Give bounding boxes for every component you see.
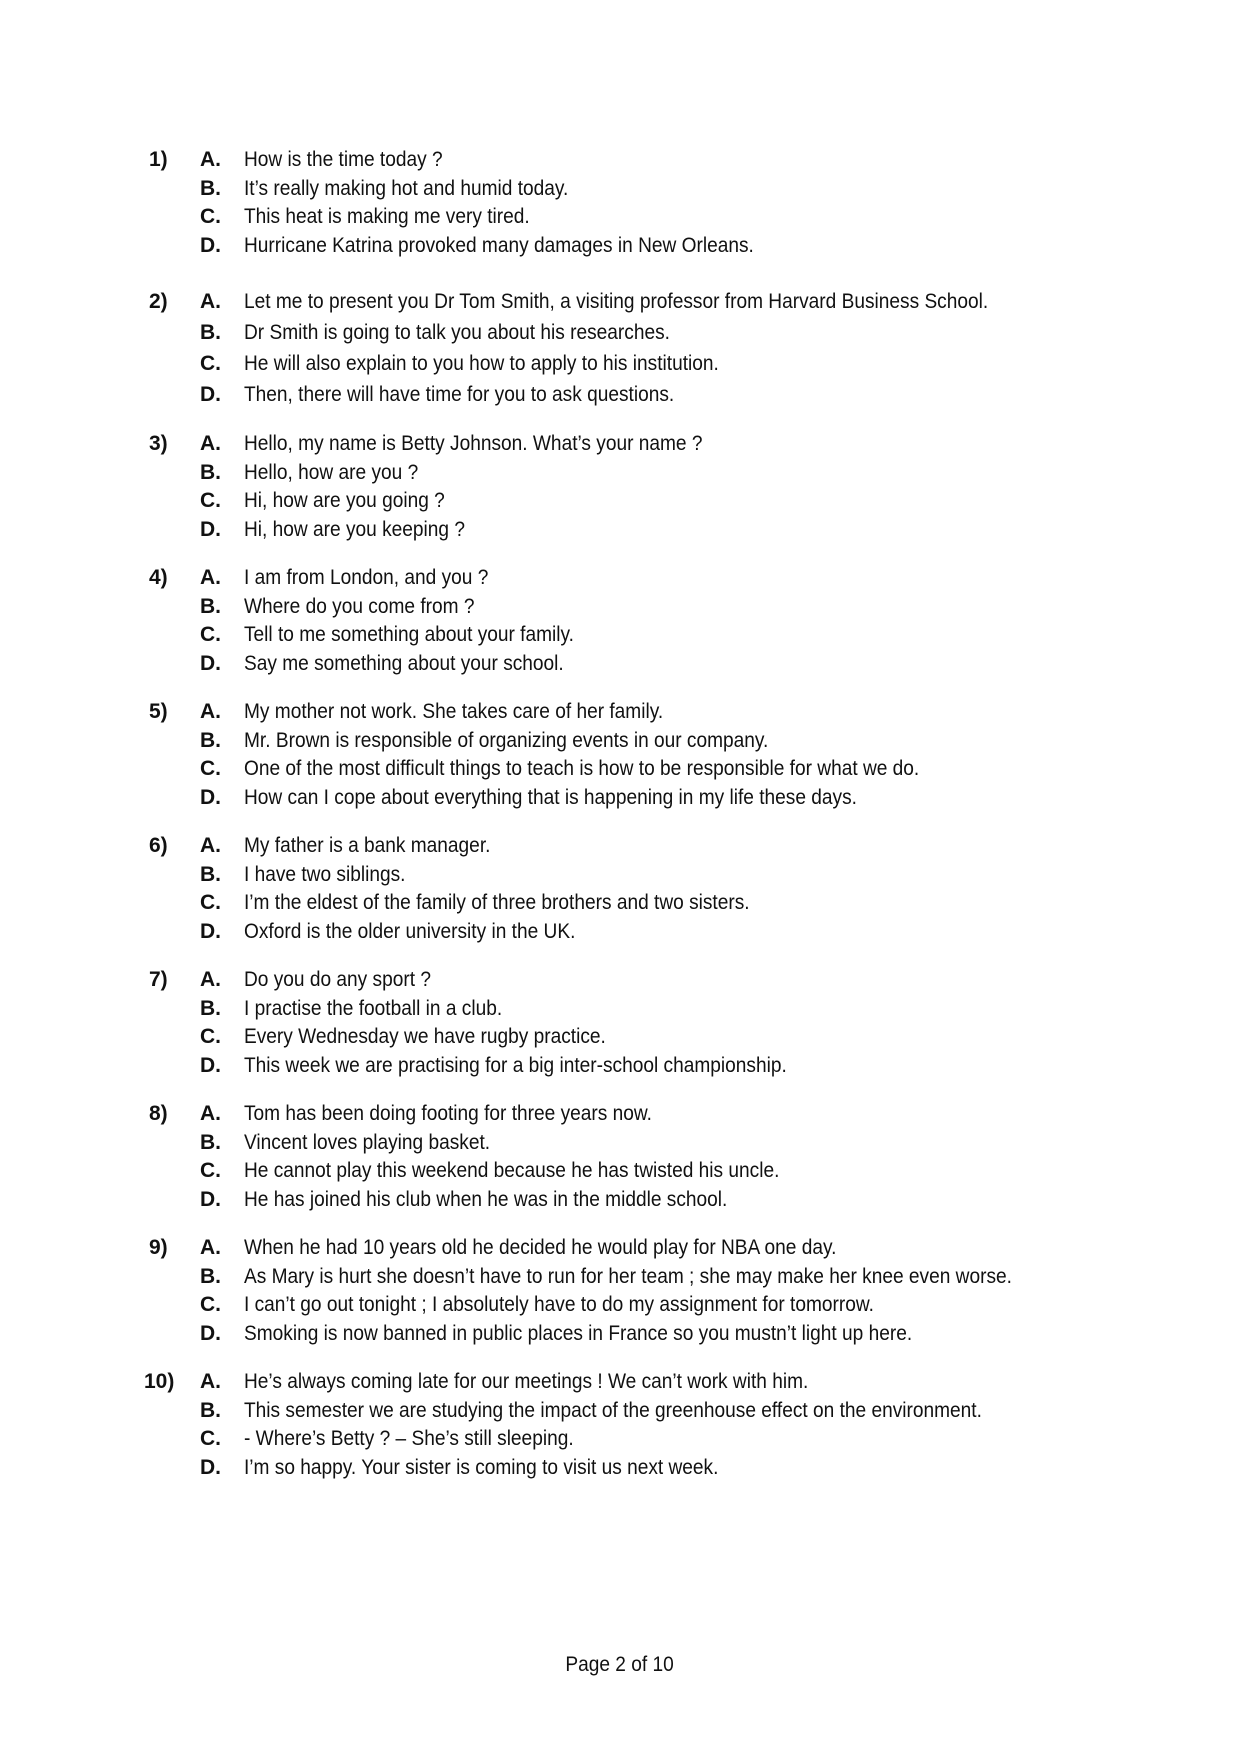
question-number: 5) [149, 700, 168, 723]
option-text: Do you do any sport ? [244, 968, 431, 991]
page-footer [0, 1653, 1240, 1677]
option-letter: A. [200, 566, 221, 589]
option-letter: D. [200, 233, 221, 257]
option-text: One of the most difficult things to teach is how to be responsible for what we do. [244, 757, 920, 780]
option-text: Say me something about your school. [244, 651, 564, 675]
question-number: 4) [149, 566, 168, 589]
option-text: Hurricane Katrina provoked many damages in New Orleans. [244, 233, 754, 257]
question-number: 2) [149, 290, 168, 313]
option-text: Smoking is now banned in public places in France so you mustn’t light up here. [244, 1321, 913, 1345]
option-letter: A. [200, 1236, 221, 1259]
option-text: I can’t go out tonight ; I absolutely have to do my assignment for tomorrow. [244, 1293, 874, 1316]
option-text: I’m the eldest of the family of three brothers and two sisters. [244, 891, 750, 914]
option-letter: B. [200, 460, 221, 484]
option-text: This heat is making me very tired. [244, 205, 530, 228]
question-number: 3) [149, 432, 168, 455]
option-letter: D. [200, 383, 221, 406]
option-letter: C. [200, 1293, 221, 1316]
option-text: Oxford is the older university in the UK. [244, 919, 576, 943]
option-text: I’m so happy. Your sister is coming to visit us next week. [244, 1455, 719, 1479]
page-number: Page 2 of 10 [565, 1653, 675, 1676]
question-number: 6) [149, 834, 168, 857]
option-letter: C. [200, 1025, 221, 1048]
option-text: How can I cope about everything that is happening in my life these days. [244, 785, 857, 809]
option-letter: D. [200, 1053, 221, 1077]
option-text: He will also explain to you how to apply to his institution. [244, 352, 719, 375]
option-text: It’s really making hot and humid today. [244, 176, 569, 200]
option-letter: D. [200, 785, 221, 809]
option-letter: A. [200, 1102, 221, 1125]
option-text: This semester we are studying the impact of the greenhouse effect on the environment. [244, 1398, 982, 1422]
option-letter: D. [200, 1455, 221, 1479]
option-letter: A. [200, 700, 221, 723]
option-letter: C. [200, 757, 221, 780]
option-letter: B. [200, 1264, 221, 1288]
option-text: Every Wednesday we have rugby practice. [244, 1025, 606, 1048]
option-letter: C. [200, 1159, 221, 1182]
option-letter: A. [200, 290, 221, 313]
question-number: 1) [149, 148, 168, 171]
option-text: Dr Smith is going to talk you about his researches. [244, 321, 670, 344]
option-text: Hi, how are you going ? [244, 489, 445, 512]
option-letter: D. [200, 517, 221, 541]
option-letter: B. [200, 728, 221, 752]
option-text: He has joined his club when he was in the middle school. [244, 1187, 728, 1211]
option-letter: C. [200, 1427, 221, 1450]
question-number: 10) [144, 1370, 175, 1393]
option-letter: A. [200, 834, 221, 857]
option-text: Tom has been doing footing for three years now. [244, 1102, 652, 1125]
option-letter: D. [200, 919, 221, 943]
question-number: 9) [149, 1236, 168, 1259]
option-text: Then, there will have time for you to ask questions. [244, 383, 675, 406]
option-text: This week we are practising for a big inter-school championship. [244, 1053, 787, 1077]
option-letter: C. [200, 489, 221, 512]
option-letter: B. [200, 176, 221, 200]
option-text: How is the time today ? [244, 148, 443, 171]
option-text: As Mary is hurt she doesn’t have to run for her team ; she may make her knee even worse. [244, 1264, 1012, 1288]
option-text: He cannot play this weekend because he has twisted his uncle. [244, 1159, 780, 1182]
option-text: Where do you come from ? [244, 594, 475, 618]
option-letter: A. [200, 968, 221, 991]
option-letter: B. [200, 1130, 221, 1154]
option-letter: A. [200, 148, 221, 171]
option-text: I practise the football in a club. [244, 996, 503, 1020]
option-text: I am from London, and you ? [244, 566, 489, 589]
option-letter: B. [200, 1398, 221, 1422]
option-text: Hi, how are you keeping ? [244, 517, 465, 541]
option-letter: C. [200, 623, 221, 646]
option-text: Hello, my name is Betty Johnson. What’s your name ? [244, 432, 703, 455]
option-text: He’s always coming late for our meetings ! We can’t work with him. [244, 1370, 809, 1393]
option-letter: B. [200, 594, 221, 618]
option-letter: B. [200, 862, 221, 886]
option-letter: C. [200, 205, 221, 228]
option-letter: B. [200, 321, 221, 344]
option-text: - Where’s Betty ? – She’s still sleeping. [244, 1427, 574, 1450]
option-text: Vincent loves playing basket. [244, 1130, 491, 1154]
option-letter: A. [200, 1370, 221, 1393]
option-text: I have two siblings. [244, 862, 406, 886]
option-text: My mother not work. She takes care of her family. [244, 700, 664, 723]
option-letter: C. [200, 352, 221, 375]
option-text: Mr. Brown is responsible of organizing events in our company. [244, 728, 769, 752]
option-text: Let me to present you Dr Tom Smith, a visiting professor from Harvard Business School. [244, 290, 989, 313]
option-letter: C. [200, 891, 221, 914]
option-letter: D. [200, 651, 221, 675]
option-text: Tell to me something about your family. [244, 623, 574, 646]
option-letter: B. [200, 996, 221, 1020]
option-text: When he had 10 years old he decided he would play for NBA one day. [244, 1236, 837, 1259]
option-letter: D. [200, 1187, 221, 1211]
option-letter: A. [200, 432, 221, 455]
question-number: 7) [149, 968, 168, 991]
option-letter: D. [200, 1321, 221, 1345]
question-number: 8) [149, 1102, 168, 1125]
option-text: My father is a bank manager. [244, 834, 491, 857]
option-text: Hello, how are you ? [244, 460, 419, 484]
